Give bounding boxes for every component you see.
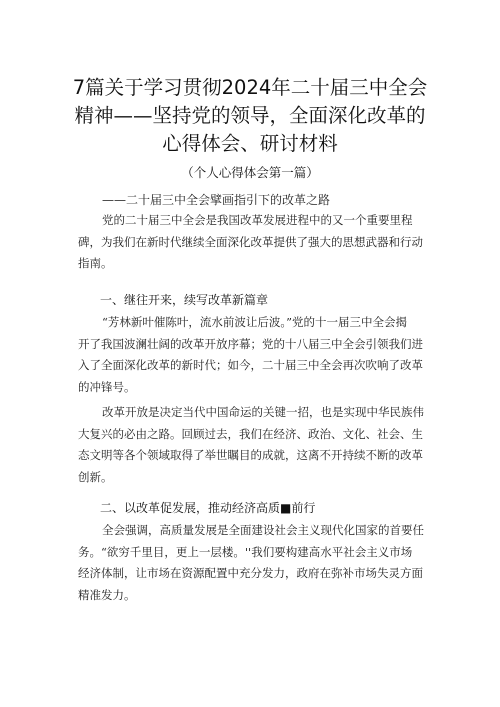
paragraph-line: 全会强调，高质量发展是全面建设社会主义现代化国家的首要任: [102, 523, 424, 537]
paragraph-line: 碑，为我们在新时代继续全面深化改革提供了强大的思想武器和行动: [78, 234, 423, 249]
document-title: [60, 74, 440, 158]
paragraph-line: 入了全面深化改革的新时代；如今，二十届三中全会再次吹响了改革: [78, 358, 423, 372]
paragraph-line: 态文明等各个领域取得了举世瞩目的成就，这离不开持续不断的改革: [78, 448, 423, 462]
heading-section-2: 二、以改革促发展，推动经济高质■前行: [100, 501, 316, 515]
heading-section-1: 一、继往开来，续写改革新篇章: [100, 293, 269, 307]
section-label: （个人心得体会第一篇）: [181, 165, 319, 180]
paragraph-line: 务。“欲穷千里目，更上一层楼。''我们要构建高水平社会主义市场: [78, 544, 413, 559]
paragraph-development: [78, 520, 424, 606]
paragraph-line: 创新。: [78, 469, 113, 484]
paragraph-history: [78, 312, 423, 398]
paragraph-line: 经济体制，让市场在资源配置中充分发力，政府在弥补市场失灵方面: [78, 566, 423, 580]
paragraph-line: 精准发力。: [78, 587, 136, 602]
title-line-2: 精神——坚持党的领导，全面深化改革的: [74, 104, 426, 127]
title-line-1: 7篇关于学习贯彻2024年二十届三中全会: [72, 76, 428, 99]
paragraph-line: 大复兴的必由之路。回顾过去，我们在经济、政治、文化、社会、生: [78, 426, 423, 441]
paragraph-line: 党的二十届三中全会是我国改革发展进程中的又一个重要里程: [102, 213, 413, 227]
paragraph-line: 指南。: [78, 256, 113, 270]
paragraph-line: 的冲锋号。: [78, 379, 136, 394]
paragraph-line: 改革开放是决定当代中国命运的关键一招，也是实现中华民族伟: [102, 405, 424, 419]
paragraph-line: “芳林新叶催陈叶，流水前波让后波。”党的十一届三中全会揭: [102, 315, 408, 329]
title-line-3: 心得体会、研讨材料: [162, 132, 338, 155]
paragraph-intro: [78, 210, 423, 275]
paragraph-line: 开了我国波澜壮阔的改革开放序幕；党的十八届三中全会引领我们进: [78, 336, 423, 351]
section-subtitle: ——二十届三中全会擘画指引下的改革之路: [102, 193, 331, 207]
paragraph-key-move: [78, 402, 424, 488]
